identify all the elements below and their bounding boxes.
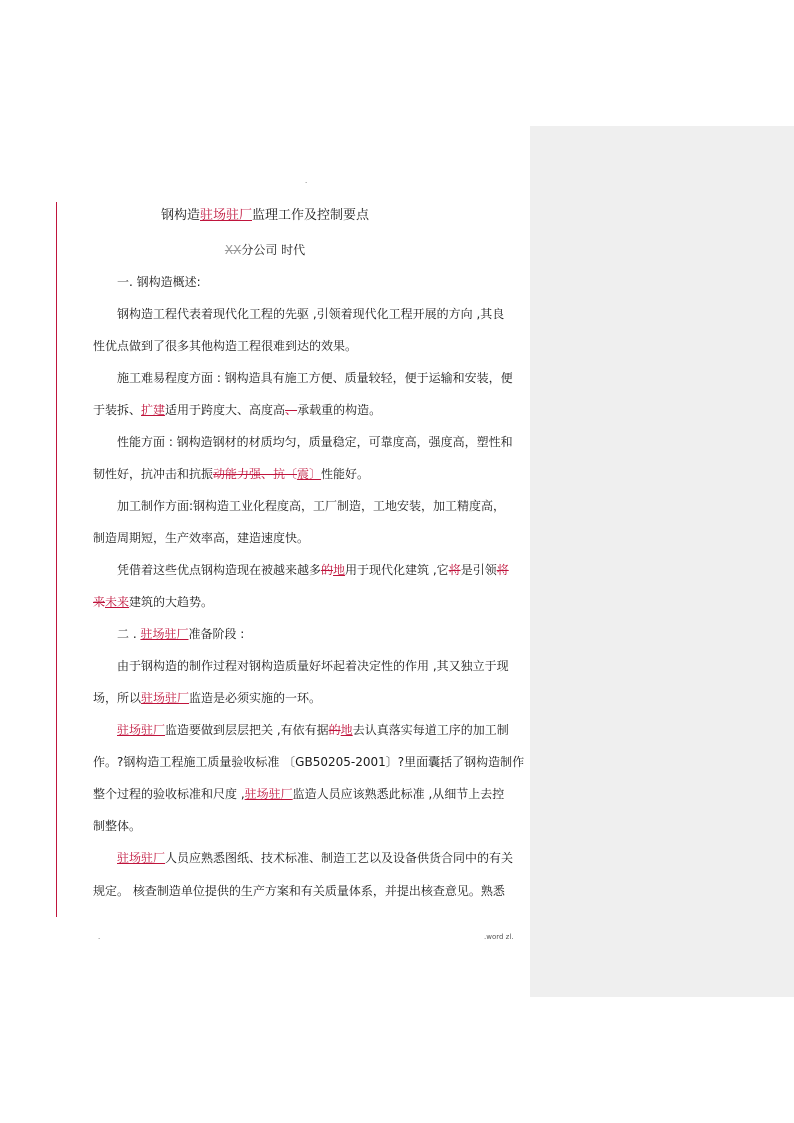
inserted-text: 驻场驻厂 [141, 691, 190, 705]
paragraph-line: 来未来建筑的大趋势。 [93, 595, 214, 609]
paragraph-line: 加工制作方面:钢构造工业化程度高，工厂制造，工地安装，加工精度高， [117, 499, 506, 513]
paragraph-line: 规定。 核查制造单位提供的生产方案和有关质量体系，并提出核查意见。熟悉 [93, 884, 505, 898]
document-title: 钢构造驻场驻厂监理工作及控制要点 [160, 208, 370, 223]
deleted-text: 来 [93, 595, 106, 609]
paragraph-line: 钢构造工程代表着现代化工程的先驱 ,引领着现代化工程开展的方向 ,其良 [117, 307, 505, 321]
paragraph-line: 性能方面 : 钢构造钢材的材质均匀，质量稳定，可靠度高，强度高，塑性和 [117, 435, 513, 449]
inserted-text: 驻场驻厂 [117, 851, 166, 865]
inserted-text: 扩建 [141, 403, 166, 417]
paragraph-line: 驻场驻厂人员应熟悉图纸、技术标准、制造工艺以及设备供货合同中的有关 [117, 851, 514, 865]
inserted-text: 驻场驻厂 [244, 787, 293, 801]
paragraph-line: 性优点做到了很多其他构造工程很难到达的效果。 [93, 339, 358, 353]
paragraph-line: 制整体。 [93, 819, 142, 833]
inserted-text: 驻场驻厂 [199, 208, 252, 223]
paragraph-line: 场，所以驻场驻厂监造是必须实施的一环。 [93, 691, 322, 705]
section-heading-preparation: 二 . 驻场驻厂准备阶段 : [117, 627, 245, 641]
paragraph-line: 于装拆、扩建适用于跨度大、高度高、承载重的构造。 [93, 403, 382, 417]
paragraph-line: 凭借着这些优点钢构造现在被越来越多的地用于现代化建筑 ,它将是引领将 [117, 563, 509, 577]
header-mark: . [305, 177, 308, 185]
footer-left-mark: . [98, 933, 101, 941]
paragraph-line: 驻场驻厂监造要做到层层把关 ,有依有据的地去认真落实每道工序的加工制 [117, 723, 509, 737]
deleted-text: 的 [328, 723, 341, 737]
deleted-text: XX [224, 243, 242, 257]
deleted-text: 动能力强、抗〔 [213, 467, 298, 481]
deleted-text: 、 [285, 403, 298, 417]
paragraph-line: 整个过程的验收标准和尺度 ,驻场驻厂监造人员应该熟悉此标准 ,从细节上去控 [93, 787, 505, 801]
inserted-text: 未来 [105, 595, 130, 609]
paragraph-line: 制造周期短，生产效率高，建造速度快。 [93, 531, 310, 545]
document-subtitle: XX分公司 时代 [224, 243, 306, 257]
inserted-text: 驻场驻厂 [117, 723, 166, 737]
footer-right-mark: .word zl. [484, 933, 514, 941]
deleted-text: 的 [321, 563, 334, 577]
paragraph-line: 施工难易程度方面 : 钢构造具有施工方便、质量较轻，便于运输和安装，便 [117, 371, 513, 385]
inserted-text: 震〕 [297, 467, 322, 481]
paragraph-line: 韧性好，抗冲击和抗振动能力强、抗〔震〕性能好。 [93, 467, 370, 481]
deleted-text: 将 [496, 563, 509, 577]
section-heading-overview: 一. 钢构造概述: [117, 275, 201, 289]
inserted-text: 驻场驻厂 [140, 627, 189, 641]
comment-pane [530, 126, 794, 997]
inserted-text: 地 [333, 563, 346, 577]
revision-change-bar [56, 202, 57, 917]
inserted-text: 地 [340, 723, 353, 737]
paragraph-line: 作。?钢构造工程施工质量验收标准 〔GB50205-2001〕?里面囊括了钢构造制作 [93, 755, 525, 769]
paragraph-line: 由于钢构造的制作过程对钢构造质量好坏起着决定性的作用 ,其又独立于现 [117, 659, 509, 673]
deleted-text: 将 [448, 563, 461, 577]
